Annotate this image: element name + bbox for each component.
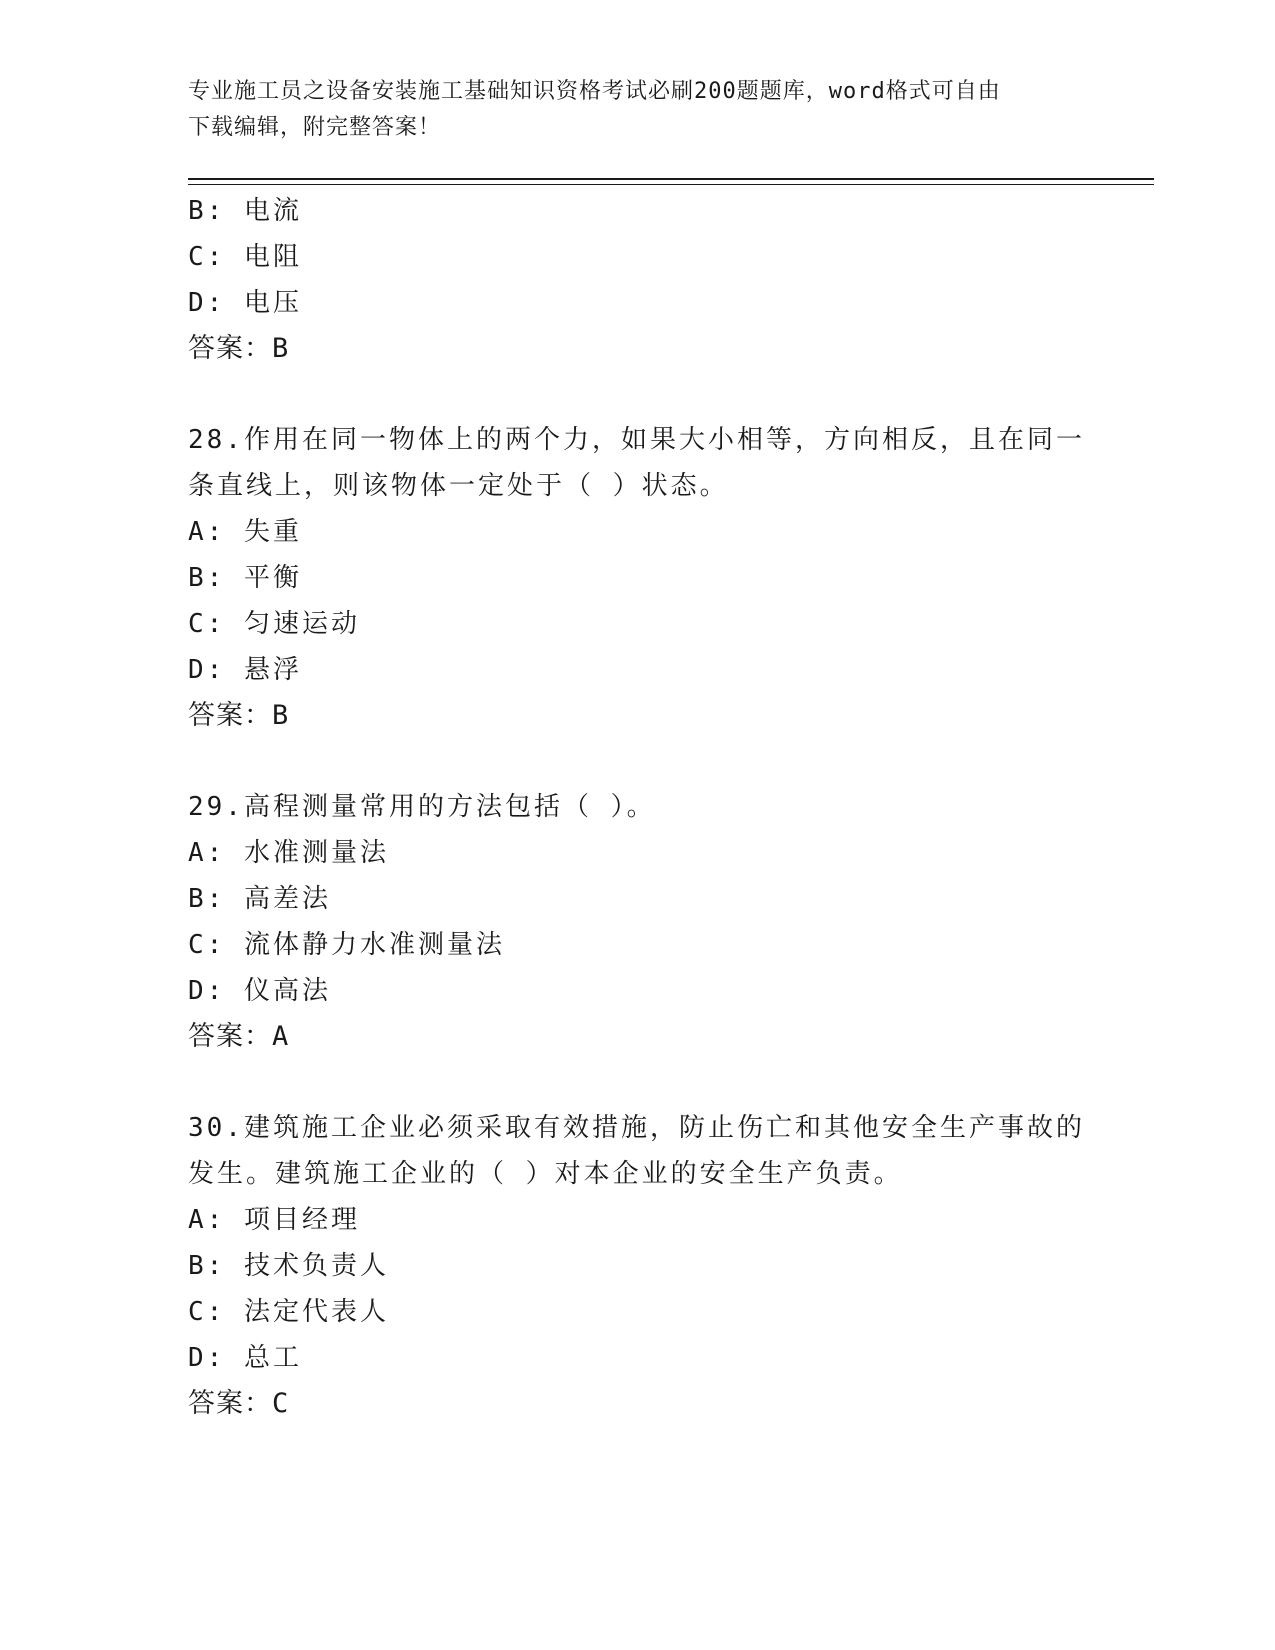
document-header (188, 74, 1068, 146)
answer-line: 答案：B (188, 333, 290, 364)
option-d: D: 电压 (188, 288, 302, 318)
question-stem (188, 1105, 1088, 1197)
question-29 (188, 784, 1088, 1060)
spacer (188, 739, 1088, 784)
option-b: B: 技术负责人 (188, 1251, 389, 1281)
spacer (188, 1060, 1088, 1105)
answer-line: 答案：B (188, 700, 290, 731)
answer-line: 答案：A (188, 1021, 290, 1052)
question-stem (188, 417, 1088, 509)
stem-line: 29.高程测量常用的方法包括（ ）。 (188, 792, 656, 822)
question-30 (188, 1105, 1088, 1427)
option-c: C: 匀速运动 (188, 609, 360, 639)
option-a: A: 项目经理 (188, 1205, 360, 1235)
option-c: C: 法定代表人 (188, 1297, 389, 1327)
stem-line: 28.作用在同一物体上的两个力，如果大小相等，方向相反，且在同一 (188, 425, 1085, 455)
question-list (188, 188, 1088, 1427)
question-27-continued (188, 188, 1088, 372)
option-d: D: 总工 (188, 1343, 302, 1373)
answer-line: 答案：C (188, 1388, 290, 1419)
stem-line: 发生。建筑施工企业的（ ）对本企业的安全生产负责。 (188, 1159, 903, 1189)
option-b: B: 高差法 (188, 884, 331, 914)
header-line-2: 下载编辑，附完整答案！ (188, 115, 442, 140)
option-d: D: 仪高法 (188, 976, 331, 1006)
option-a: A: 水准测量法 (188, 838, 389, 868)
header-line-1: 专业施工员之设备安装施工基础知识资格考试必刷200题题库，word格式可自由 (188, 79, 1001, 104)
option-a: A: 失重 (188, 517, 302, 547)
option-c: C: 流体静力水准测量法 (188, 930, 505, 960)
header-rule-thin (188, 184, 1154, 185)
stem-line: 30.建筑施工企业必须采取有效措施，防止伤亡和其他安全生产事故的 (188, 1113, 1085, 1143)
header-rule-thick (188, 178, 1154, 180)
option-c: C: 电阻 (188, 242, 302, 272)
question-stem (188, 784, 1088, 830)
spacer (188, 372, 1088, 417)
question-28 (188, 417, 1088, 739)
option-b: B: 电流 (188, 196, 302, 226)
stem-line: 条直线上，则该物体一定处于（ ）状态。 (188, 471, 729, 501)
option-d: D: 悬浮 (188, 655, 302, 685)
option-b: B: 平衡 (188, 563, 302, 593)
